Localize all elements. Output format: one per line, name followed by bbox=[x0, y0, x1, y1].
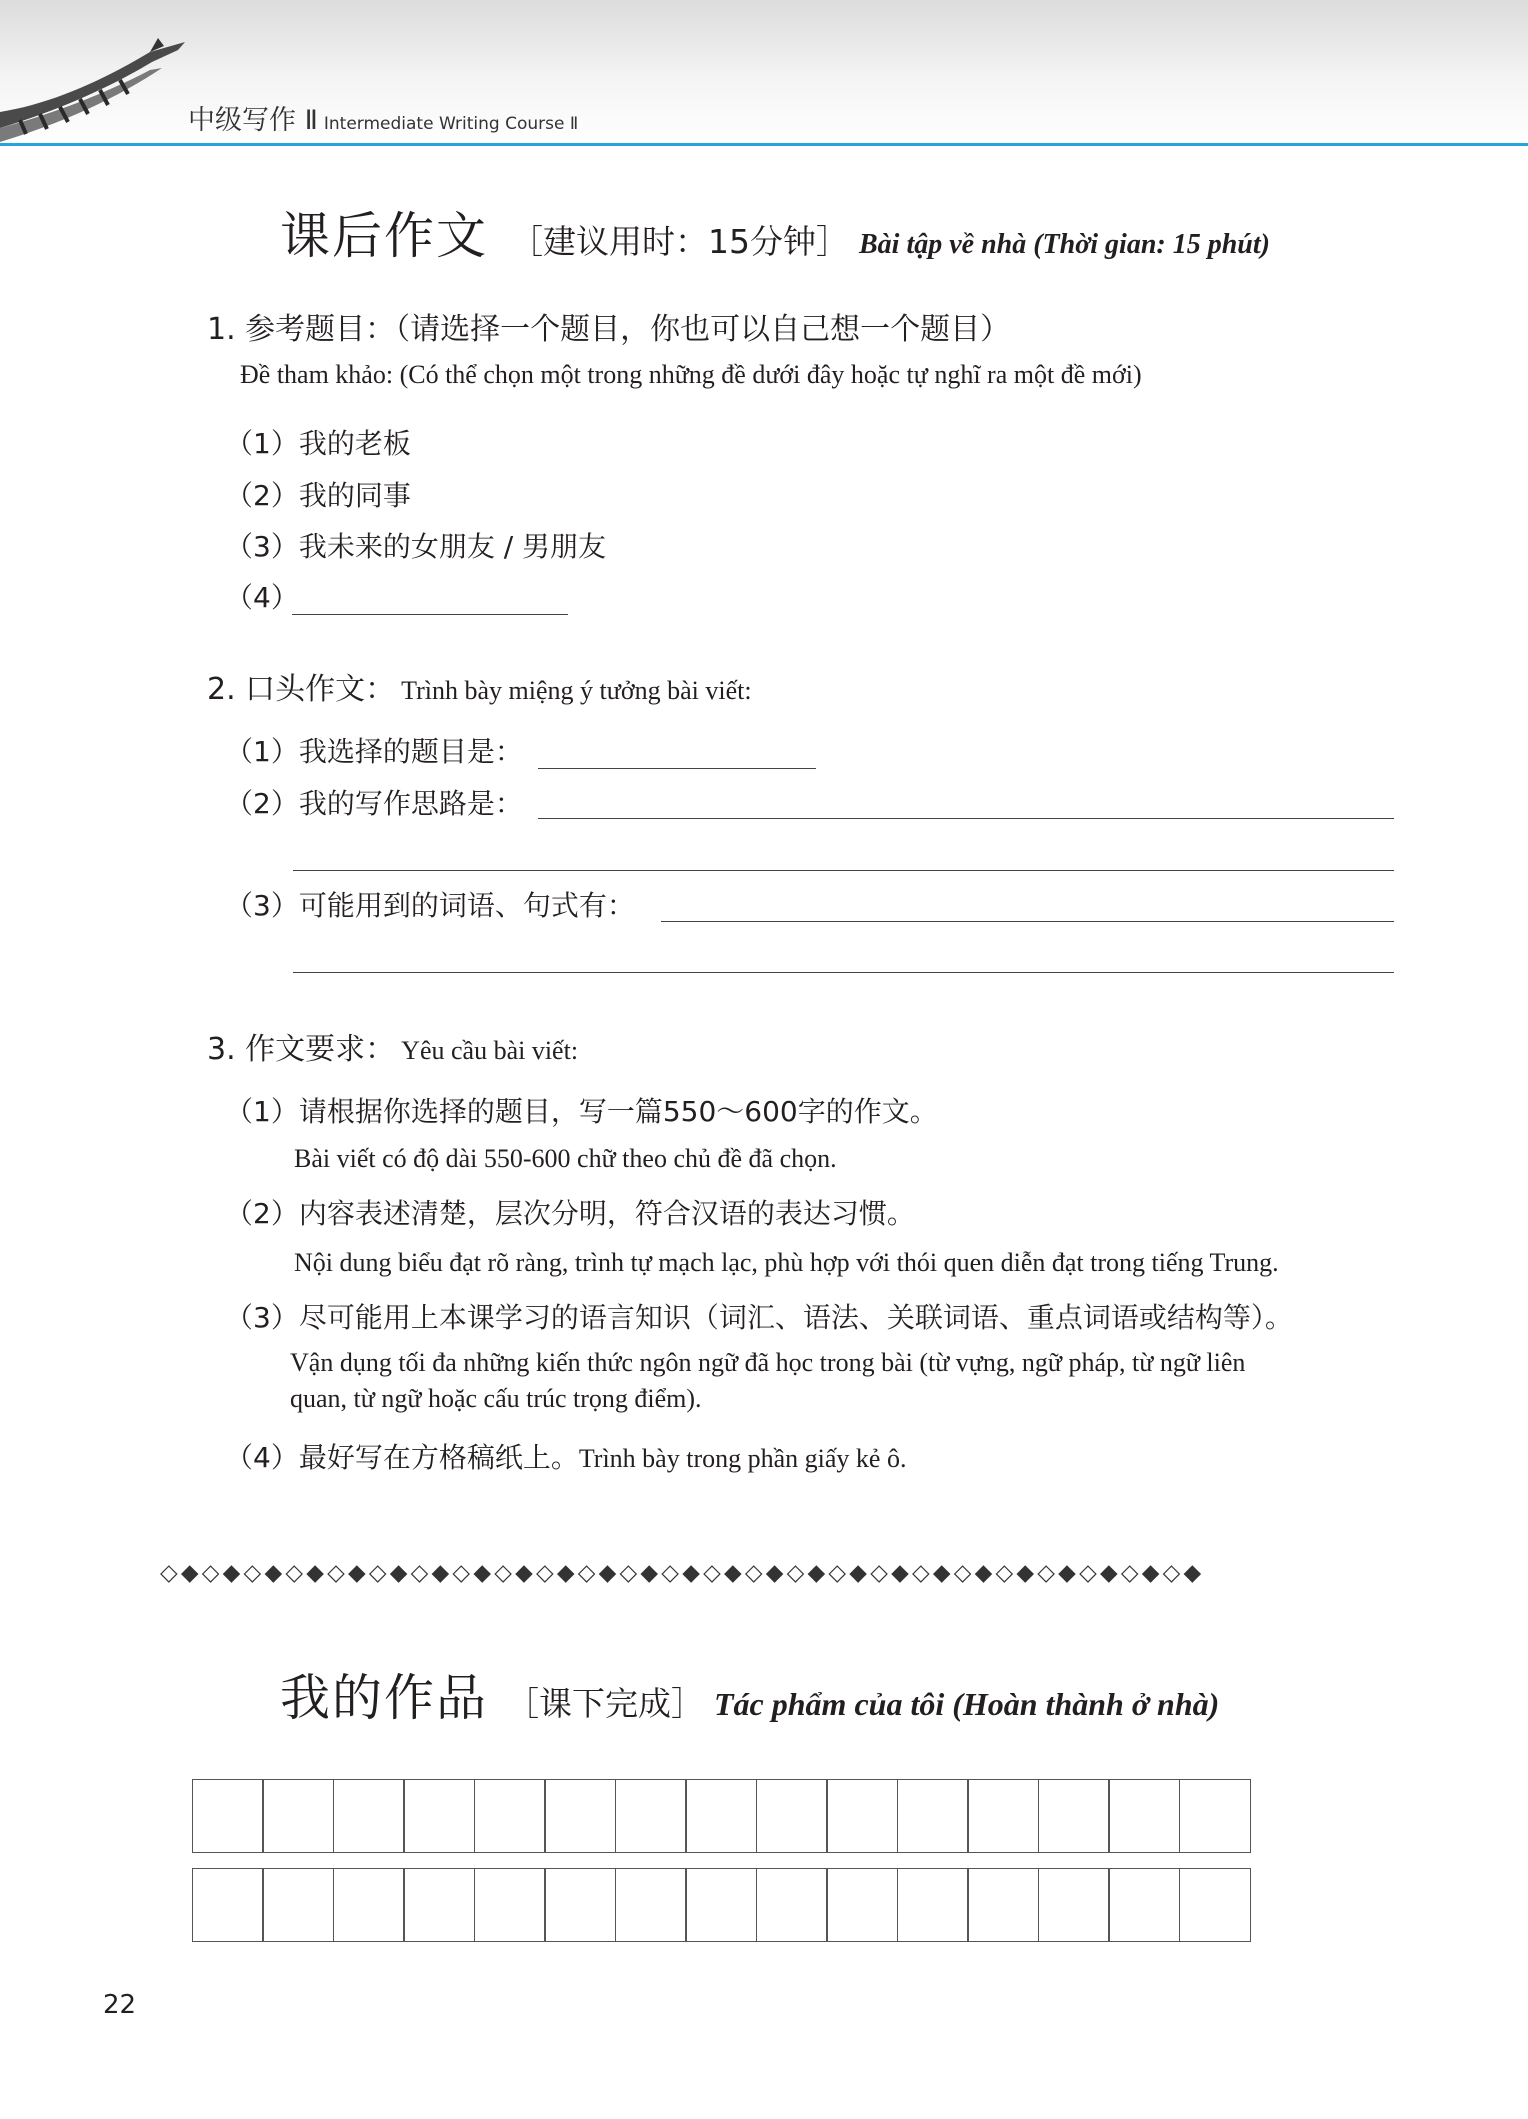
grid-cell[interactable] bbox=[826, 1868, 898, 1942]
requirement-cn: （3）尽可能用上本课学习的语言知识（词汇、语法、关联词语、重点词语或结构等）。 bbox=[225, 1301, 1293, 1334]
section3-heading-cn: 3. 作文要求： bbox=[207, 1032, 396, 1067]
requirement-cn: （2）内容表述清楚，层次分明，符合汉语的表达习惯。 bbox=[225, 1197, 915, 1230]
homework-time-cn: ［建议用时：15分钟］ bbox=[510, 222, 849, 261]
diamond-divider: ◇◆◇◆◇◆◇◆◇◆◇◆◇◆◇◆◇◆◇◆◇◆◇◆◇◆◇◆◇◆◇◆◇◆◇◆◇◆◇◆◇◆◇◆◇◆◇◆◇◆ bbox=[160, 1560, 1205, 1586]
section2-heading-cn: 2. 口头作文： bbox=[207, 672, 396, 707]
topic-option: （2）我的同事 bbox=[225, 479, 411, 512]
topic-option: （1）我的老板 bbox=[225, 427, 411, 460]
custom-topic-blank[interactable] bbox=[292, 614, 568, 615]
grid-cell[interactable] bbox=[333, 1868, 405, 1942]
grid-cell[interactable] bbox=[544, 1868, 616, 1942]
section1-subtitle-vi: Đề tham khảo: (Có thể chọn một trong những đề dưới đây hoặc tự nghĩ ra một đề mới) bbox=[240, 360, 1142, 389]
grid-cell[interactable] bbox=[403, 1779, 475, 1853]
grid-cell[interactable] bbox=[967, 1779, 1039, 1853]
grid-cell[interactable] bbox=[756, 1868, 828, 1942]
grid-cell[interactable] bbox=[1038, 1868, 1110, 1942]
grid-cell[interactable] bbox=[262, 1779, 334, 1853]
header-divider bbox=[0, 143, 1528, 146]
oral-item: （2）我的写作思路是： bbox=[225, 787, 523, 820]
grid-cell[interactable] bbox=[826, 1779, 898, 1853]
grid-cell[interactable] bbox=[544, 1779, 616, 1853]
requirement-cn: （1）请根据你选择的题目，写一篇550～600字的作文。 bbox=[225, 1095, 938, 1128]
requirement-vi: Nội dung biểu đạt rõ ràng, trình tự mạch lạc, phù hợp với thói quen diễn đạt trong tiếng Trung. bbox=[294, 1248, 1279, 1277]
grid-cell[interactable] bbox=[1108, 1779, 1180, 1853]
grid-cell[interactable] bbox=[192, 1868, 264, 1942]
requirement-vi: Vận dụng tối đa những kiến thức ngôn ngữ đã học trong bài (từ vựng, ngữ pháp, từ ngữ liên bbox=[290, 1348, 1246, 1377]
section3-heading-vi: Yêu cầu bài viết: bbox=[401, 1036, 579, 1065]
section2-heading bbox=[207, 664, 752, 708]
grid-cell[interactable] bbox=[1038, 1779, 1110, 1853]
grid-cell[interactable] bbox=[685, 1779, 757, 1853]
homework-title-cn: 课后作文 bbox=[280, 207, 488, 265]
grid-cell[interactable] bbox=[615, 1868, 687, 1942]
grid-cell[interactable] bbox=[967, 1868, 1039, 1942]
vocabulary-blank-2[interactable] bbox=[293, 972, 1394, 973]
writing-idea-blank[interactable] bbox=[538, 818, 1394, 819]
homework-heading bbox=[280, 196, 1270, 268]
writing-grid-row[interactable] bbox=[193, 1868, 1251, 1942]
grid-cell[interactable] bbox=[1108, 1868, 1180, 1942]
grid-cell[interactable] bbox=[685, 1868, 757, 1942]
requirement-cn bbox=[225, 1436, 906, 1476]
section1-heading: 1. 参考题目：（请选择一个题目，你也可以自己想一个题目） bbox=[207, 312, 1011, 347]
writing-grid-row[interactable] bbox=[193, 1779, 1251, 1853]
section3-heading bbox=[207, 1024, 578, 1068]
requirement-vi: quan, từ ngữ hoặc cấu trúc trọng điểm). bbox=[290, 1384, 702, 1413]
topic-option: （3）我未来的女朋友 / 男朋友 bbox=[225, 530, 607, 563]
topic-option: （4） bbox=[225, 581, 299, 614]
section2-heading-vi: Trình bày miệng ý tưởng bài viết: bbox=[401, 676, 752, 705]
roof-eave-icon bbox=[0, 34, 190, 144]
page-number: 22 bbox=[103, 1990, 137, 2020]
requirement-4-vi: Trình bày trong phần giấy kẻ ô. bbox=[578, 1444, 907, 1473]
grid-cell[interactable] bbox=[474, 1868, 546, 1942]
grid-cell[interactable] bbox=[756, 1779, 828, 1853]
oral-item: （3）可能用到的词语、句式有： bbox=[225, 889, 635, 922]
vocabulary-blank[interactable] bbox=[661, 921, 1394, 922]
grid-cell[interactable] bbox=[615, 1779, 687, 1853]
grid-cell[interactable] bbox=[1179, 1779, 1251, 1853]
requirement-vi: Bài viết có độ dài 550-600 chữ theo chủ đề đã chọn. bbox=[294, 1144, 837, 1173]
grid-cell[interactable] bbox=[192, 1779, 264, 1853]
header-title-en: Intermediate Writing Course Ⅱ bbox=[323, 114, 579, 134]
grid-cell[interactable] bbox=[474, 1779, 546, 1853]
grid-cell[interactable] bbox=[333, 1779, 405, 1853]
mywork-note-cn: ［课下完成］ bbox=[506, 1684, 704, 1723]
grid-cell[interactable] bbox=[897, 1868, 969, 1942]
mywork-title-vi: Tác phẩm của tôi (Hoàn thành ở nhà) bbox=[714, 1686, 1220, 1722]
header-title-cn: 中级写作 Ⅱ bbox=[188, 105, 318, 136]
grid-cell[interactable] bbox=[897, 1779, 969, 1853]
grid-cell[interactable] bbox=[262, 1868, 334, 1942]
homework-title-vi: Bài tập về nhà (Thời gian: 15 phút) bbox=[859, 229, 1270, 260]
mywork-title-cn: 我的作品 bbox=[280, 1669, 488, 1727]
oral-item: （1）我选择的题目是： bbox=[225, 735, 523, 768]
writing-idea-blank-2[interactable] bbox=[293, 870, 1394, 871]
chosen-topic-blank[interactable] bbox=[538, 768, 816, 769]
grid-cell[interactable] bbox=[403, 1868, 475, 1942]
mywork-heading bbox=[280, 1658, 1219, 1730]
requirement-4-cn: （4）最好写在方格稿纸上。 bbox=[225, 1441, 579, 1474]
grid-cell[interactable] bbox=[1179, 1868, 1251, 1942]
header-title bbox=[188, 98, 578, 137]
